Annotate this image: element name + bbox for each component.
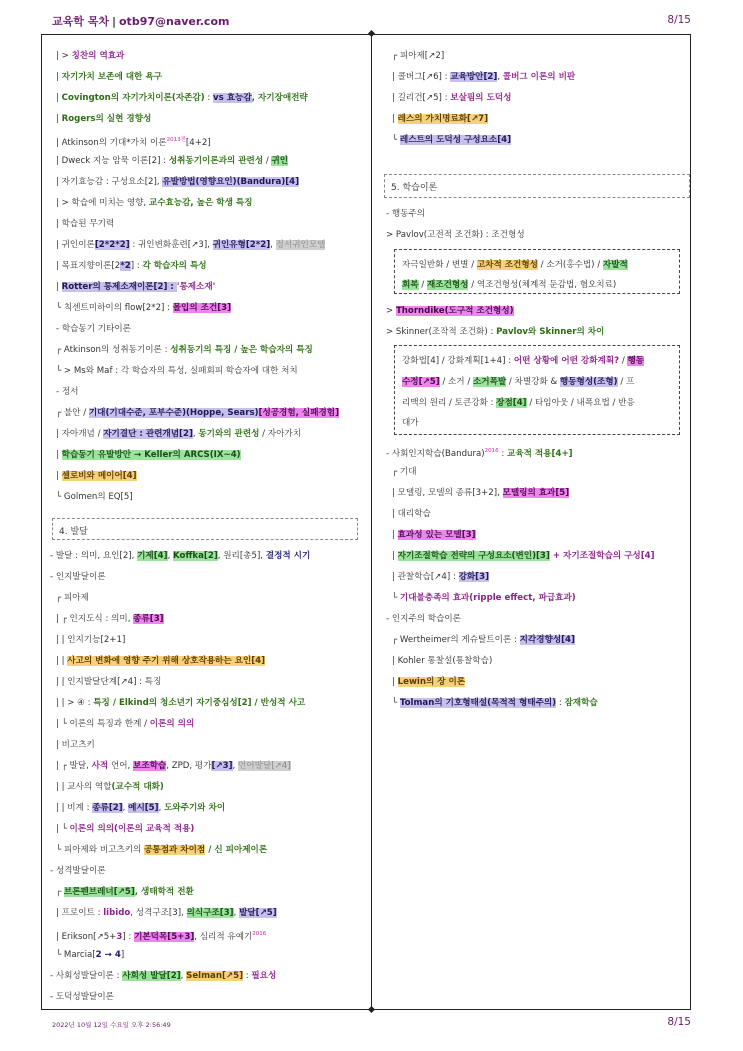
list-item <box>386 209 425 220</box>
list-item <box>56 677 161 688</box>
text: > Skinner(조작적 조건화) : <box>386 327 497 337</box>
highlight: [↗3] <box>211 761 233 771</box>
list-item <box>392 509 431 520</box>
list-item <box>392 467 417 478</box>
highlight: Selman[↗5] <box>186 971 243 981</box>
list-item <box>56 656 265 667</box>
highlight: 2 → 4 <box>95 950 121 960</box>
text: | | 교사의 역할 <box>56 782 112 792</box>
list-item <box>386 327 604 338</box>
list-item <box>56 72 162 83</box>
list-item <box>392 51 444 62</box>
text: | Kohler 통찰설(통찰학습) <box>392 656 493 666</box>
list-item <box>56 135 211 149</box>
year-sup: 2013전 <box>166 137 186 143</box>
text: / 차별강화 & <box>506 377 560 387</box>
text: | 학습된 무기력 <box>56 219 115 229</box>
list-item <box>56 324 131 335</box>
text: | └ 이론의 특징과 한계 / <box>56 719 150 729</box>
list-item <box>392 593 576 604</box>
highlight: vs 효능감 <box>213 93 252 103</box>
list-item <box>50 992 114 1003</box>
text: ┌ Wertheimer의 게슈탈트이론 : <box>392 635 520 645</box>
text: | <box>392 677 398 687</box>
text: | <box>392 530 398 540</box>
highlight: 발달[↗5] <box>239 908 277 918</box>
text: ┌ 피아제[↗2] <box>392 51 445 61</box>
highlight: , 자기장애전략 <box>251 93 308 103</box>
list-item <box>50 866 106 877</box>
list-item <box>56 614 164 625</box>
list-item <box>56 803 225 814</box>
section-heading: 4. 발달 <box>52 518 358 540</box>
list-item <box>56 719 194 730</box>
text: 자극일반화 / 변별 / <box>402 260 477 270</box>
text: [4+2] <box>185 137 211 148</box>
highlight: 어떤 상황에 어떤 강화계획? <box>513 356 620 366</box>
highlight: 잠재학습 <box>564 698 598 708</box>
text: | <box>392 114 398 124</box>
list-item <box>56 366 298 377</box>
text: | └ <box>56 824 70 834</box>
text: / 소거(홍수법) / <box>537 260 603 270</box>
list-item <box>56 950 124 961</box>
list-item <box>56 845 267 856</box>
highlight: 행동형성(조형) <box>559 377 618 387</box>
highlight: [2*2*2] <box>94 240 130 250</box>
highlight: libido <box>103 908 131 918</box>
text: | Dweck 지능 암묵 이론[2] : <box>56 156 169 166</box>
text: , ZPD, 평가 <box>166 761 212 771</box>
highlight: , 생태학적 전환 <box>134 887 194 897</box>
list-item <box>56 261 207 272</box>
highlight: 사고의 변화에 영향 주기 위해 상호작용하는 요인[4] <box>67 656 266 666</box>
text: ┌ 불안 / <box>56 408 89 418</box>
highlight: 자기조절학습의 구성[4] <box>563 551 655 561</box>
box-line <box>402 258 628 270</box>
list-item <box>56 824 194 835</box>
highlight: 회복 <box>402 280 419 290</box>
column-divider <box>371 34 372 1010</box>
highlight: 교육적 적용[4+] <box>507 448 573 459</box>
highlight: 의식구조[3] <box>186 908 234 918</box>
highlight: 교수효능감, 높은 학생 특징 <box>148 198 253 208</box>
highlight: 수정[↗5] <box>402 377 440 387</box>
highlight: 기대(기대수준, 포부수준)(Hoppe, Sears) <box>88 408 259 418</box>
text: ┌ <box>56 887 64 897</box>
list-item <box>56 198 252 209</box>
text: | 목표지향이론[2 <box>56 261 121 271</box>
list-item <box>392 72 575 83</box>
highlight: 성취동기이론과의 관련성 <box>168 156 264 166</box>
text: ┌ 기대 <box>392 467 417 477</box>
list-item <box>56 114 151 125</box>
highlight: 장점[4] <box>496 398 527 408</box>
highlight: / 신 피아제이론 <box>205 845 268 855</box>
text: , <box>270 240 276 250</box>
highlight: Thorndike(도구적 조건형성) <box>395 306 514 316</box>
highlight: 레스트의 도덕성 구성요소[4] <box>399 135 512 145</box>
box-line <box>402 375 634 387</box>
list-item <box>56 471 137 482</box>
highlight: 귀인 <box>271 156 289 166</box>
text: | 콜버그[↗6] : <box>392 72 451 82</box>
text: | | > ④ : <box>56 698 94 708</box>
text: - 사회인지학습(Bandura) <box>386 448 485 459</box>
list-item <box>56 429 301 440</box>
text: 언어, <box>108 761 134 771</box>
skinner-box <box>394 345 680 435</box>
header-title <box>52 13 229 29</box>
text: | <box>56 450 62 460</box>
footer-page-number: 8/15 <box>667 1016 691 1028</box>
list-item <box>56 698 305 709</box>
list-item <box>50 572 106 583</box>
text: └ <box>392 593 400 603</box>
list-item <box>56 93 308 104</box>
header-divider: | <box>111 15 116 28</box>
list-item <box>56 492 133 503</box>
text: , <box>497 72 503 82</box>
highlight: 성취동기의 특징 / 높은 학습자의 특징 <box>170 345 313 355</box>
text: | > 학습에 미치는 영향, <box>56 198 149 208</box>
highlight: 3 <box>116 931 123 942</box>
highlight: 기제[4] <box>137 551 168 561</box>
list-item <box>386 306 514 317</box>
list-item <box>392 656 492 667</box>
text: , <box>167 551 174 561</box>
highlight: (교수적 대화) <box>111 782 164 792</box>
list-item <box>56 345 313 356</box>
list-item <box>386 446 573 460</box>
text: | <box>392 551 398 561</box>
highlight: 몰입의 조건[3] <box>172 303 232 313</box>
list-item <box>392 488 569 499</box>
highlight: 사회성 발달[2] <box>122 971 181 981</box>
text: | 길리건[↗5] : <box>392 93 451 103</box>
text: | 귀인이론 <box>56 240 95 250</box>
text: ┌ Atkinson의 성취동기이론 : <box>56 345 171 355</box>
list-item <box>56 387 78 398</box>
highlight: 정서귀인모델 <box>275 240 326 250</box>
highlight: 종류[3] <box>133 614 164 624</box>
highlight: 모델링의 효과[5] <box>502 488 570 498</box>
text: - 정서 <box>56 387 79 397</box>
text: | > <box>56 51 72 61</box>
text: - 발달 : 의미, 요인[2], <box>50 551 138 561</box>
highlight: Lewin의 장 이론 <box>397 677 466 687</box>
highlight: 브론펜브레너[↗5] <box>63 887 135 897</box>
text: | 자기효능감 : 구성요소[2], <box>56 177 163 187</box>
highlight: 결정적 시기 <box>265 551 311 561</box>
highlight: 기대불충족의 효과(ripple effect, 파급효과) <box>399 593 576 603</box>
text: | <box>56 114 62 124</box>
text: , <box>233 908 240 918</box>
highlight: 보살핌의 도덕성 <box>450 93 512 103</box>
highlight: 셀로비와 메이어[4] <box>61 471 137 481</box>
box-line <box>402 416 419 428</box>
highlight: 콜버그 이론의 비판 <box>502 72 576 82</box>
highlight: 이론의 의의 <box>149 719 195 729</box>
text: └ <box>392 698 400 708</box>
highlight: 귀인유형[2*2] <box>212 240 271 250</box>
text: | 관찰학습[↗4] : <box>392 572 459 582</box>
text: | Atkinson의 기대*가치 이론 <box>56 137 167 148</box>
text: : <box>243 971 252 981</box>
list-item <box>392 572 489 583</box>
box-line <box>402 354 644 366</box>
text: └ Golmen의 EQ[5] <box>56 492 133 502</box>
text: - 도덕성발달이론 <box>50 992 114 1002</box>
list-item <box>392 635 575 646</box>
highlight: 공통점과 차이점 <box>144 845 206 855</box>
text: | Erikson[↗5+ <box>56 931 117 942</box>
list-item <box>56 156 288 167</box>
text: / <box>263 156 272 166</box>
highlight: 이론의 의의(이론의 교육적 적용) <box>69 824 195 834</box>
list-item <box>56 635 125 646</box>
text: : <box>498 448 508 459</box>
text: / <box>418 280 427 290</box>
list-item <box>56 450 241 461</box>
text: ] <box>120 950 125 960</box>
box-line <box>402 278 616 290</box>
header-title-text: 교육학 목차 <box>52 15 109 28</box>
highlight: Rogers의 실현 경향성 <box>61 114 152 124</box>
text: , <box>192 429 199 439</box>
list-item <box>50 551 310 562</box>
text: : 귀인변화훈련[↗3], <box>129 240 213 250</box>
text: > Pavlov(고전적 조건화) : 조건형성 <box>386 230 525 240</box>
footer-timestamp: 2022년 10월 12일 수요일 오후 2:56:49 <box>52 1021 171 1029</box>
highlight: 종류[2] <box>92 803 123 813</box>
text: | 프로이트 : <box>56 908 104 918</box>
highlight: 특징 / Elkind의 청소년기 자기중심성[2] / 반성적 사고 <box>93 698 306 708</box>
highlight: 필요성 <box>251 971 277 981</box>
highlight: 강화[3] <box>458 572 490 582</box>
text: └ 피아제와 비고츠키의 <box>56 845 145 855</box>
highlight: Covington의 자기가치이론(자존감) <box>61 93 205 103</box>
pavlov-box <box>394 249 680 294</box>
header-page-number: 8/15 <box>667 14 691 26</box>
list-item <box>56 782 164 793</box>
highlight: 예시[5] <box>128 803 159 813</box>
list-item <box>392 551 655 562</box>
text: | <box>56 72 62 82</box>
highlight: *2 <box>120 261 131 271</box>
highlight: 학습동기 유발방안 → Keller의 ARCS(IX~4) <box>61 450 241 460</box>
highlight: 자기가치 보존에 대한 욕구 <box>61 72 162 82</box>
year-sup: 2016 <box>252 931 267 937</box>
text: / 프 <box>617 377 635 387</box>
highlight: 소거폭발 <box>472 377 507 387</box>
highlight: Tolman의 기호형태설(목적적 형태주의) <box>399 698 557 708</box>
text: | | <box>56 656 68 666</box>
text: └ <box>392 135 400 145</box>
list-item <box>56 303 231 314</box>
list-item <box>56 51 124 62</box>
text: | | 비계 : <box>56 803 93 813</box>
list-item <box>56 240 325 251</box>
highlight: 동기와의 관련성 <box>198 429 260 439</box>
text: └ > Ms와 Maf : 각 학습자의 특성, 실패회피 학습자에 대한 처치 <box>56 366 298 376</box>
text: , <box>232 761 238 771</box>
text: - 인지주의 학습이론 <box>386 614 461 624</box>
highlight: 각 학습자의 특성 <box>142 261 207 271</box>
text: > <box>386 306 396 316</box>
year-sup: 2016 <box>484 448 499 454</box>
list-item <box>392 677 465 688</box>
highlight: 보조학습 <box>133 761 167 771</box>
text: ┌ 피아제 <box>56 593 89 603</box>
highlight: 언어발달[↗4] <box>237 761 291 771</box>
text: , 원리[총5], <box>217 551 266 561</box>
highlight: 기본덕목[5+3] <box>134 931 195 942</box>
text: | <box>56 282 62 292</box>
text: | <box>56 93 62 103</box>
text: | 자아개념 / <box>56 429 104 439</box>
text: - 인지발달이론 <box>50 572 106 582</box>
text: / 자아가치 <box>259 429 302 439</box>
text: / 소거 / <box>439 377 473 387</box>
text: | | 인지발달단계[↗4] : 특징 <box>56 677 162 687</box>
list-item <box>392 698 598 709</box>
highlight: + <box>549 551 564 561</box>
text: / 타임아웃 / 내폭요법 / 반응 <box>526 398 635 408</box>
highlight: '통제소재' <box>176 282 216 292</box>
list-item <box>56 887 194 898</box>
highlight: 사적 <box>91 761 109 771</box>
text: | <box>56 471 62 481</box>
text: ] : <box>122 931 135 942</box>
text: ] : <box>130 261 143 271</box>
text: / <box>619 356 628 366</box>
header-email: otb97@naver.com <box>119 15 230 28</box>
list-item <box>56 761 291 772</box>
text: , <box>158 803 165 813</box>
text: └ Marcia[ <box>56 950 96 960</box>
highlight: Koffka[2] <box>173 551 218 561</box>
list-item <box>392 114 488 125</box>
text: 대가 <box>402 418 419 428</box>
text: | 모델링, 모델의 종류[3+2], <box>392 488 503 498</box>
highlight: 레스의 가치명료화[↗7] <box>397 114 489 124</box>
list-item <box>392 93 511 104</box>
text: : <box>204 93 214 103</box>
text: | | 인지기능[2+1] <box>56 635 126 645</box>
text: | ┌ 인지도식 : 의미, <box>56 614 134 624</box>
highlight: 자기조절학습 전략의 구성요소(변인)[3] <box>397 551 550 561</box>
list-item <box>50 971 276 982</box>
highlight: 고차적 조건형성 <box>476 260 538 270</box>
list-item <box>392 135 511 146</box>
list-item <box>56 908 277 919</box>
highlight: 자발적 <box>602 260 628 270</box>
highlight: 재조건형성 <box>426 280 469 290</box>
highlight: 지각경향성[4] <box>519 635 575 645</box>
text: - 학습동기 기타이론 <box>56 324 131 334</box>
box-line <box>402 396 635 408</box>
text: , <box>122 803 129 813</box>
list-item <box>56 219 114 230</box>
highlight: 유발방법(영향요인)(Bandura)[4] <box>162 177 300 187</box>
text: 강화법[4] / 강화계획[1+4] : <box>402 356 514 366</box>
highlight: Rotter의 통제소재이론[2] : <box>61 282 177 292</box>
list-item <box>56 408 339 419</box>
text: | 비고츠키 <box>56 740 95 750</box>
list-item <box>56 593 89 604</box>
list-item <box>56 740 95 751</box>
highlight: 도와주기와 차이 <box>164 803 226 813</box>
highlight: 칭찬의 역효과 <box>71 51 125 61</box>
text: 리맥의 원리 / 토큰강화 : <box>402 398 497 408</box>
list-item <box>56 177 299 188</box>
list-item <box>392 530 476 541</box>
text: , 심리적 유예기 <box>194 931 253 942</box>
list-item <box>56 929 266 943</box>
text: | 대리학습 <box>392 509 431 519</box>
highlight: Pavlov와 Skinner의 차이 <box>496 327 605 337</box>
list-item <box>386 230 525 241</box>
text: / 역조건형성(체계적 둔감법, 혐오치료) <box>468 280 617 290</box>
highlight: 효과성 있는 모델[3] <box>397 530 476 540</box>
highlight: 교육방안[2] <box>450 72 498 82</box>
highlight: 행동 <box>627 356 645 366</box>
text: , 성격구조[3], <box>130 908 187 918</box>
text: - 행동주의 <box>386 209 426 219</box>
text: - 성격발달이론 <box>50 866 106 876</box>
text: | ┌ 발달, <box>56 761 92 771</box>
list-item <box>386 614 461 625</box>
text: : <box>556 698 565 708</box>
highlight: [성공경험, 실패경험] <box>258 408 340 418</box>
text: , <box>180 971 187 981</box>
section-heading: 5. 학습이론 <box>384 174 690 198</box>
highlight: 자기결단 : 관련개념[2] <box>103 429 193 439</box>
list-item <box>56 282 215 293</box>
text: - 사회성발달이론 : <box>50 971 123 981</box>
text: └ 칙센트미하이의 flow[2*2] : <box>56 303 173 313</box>
